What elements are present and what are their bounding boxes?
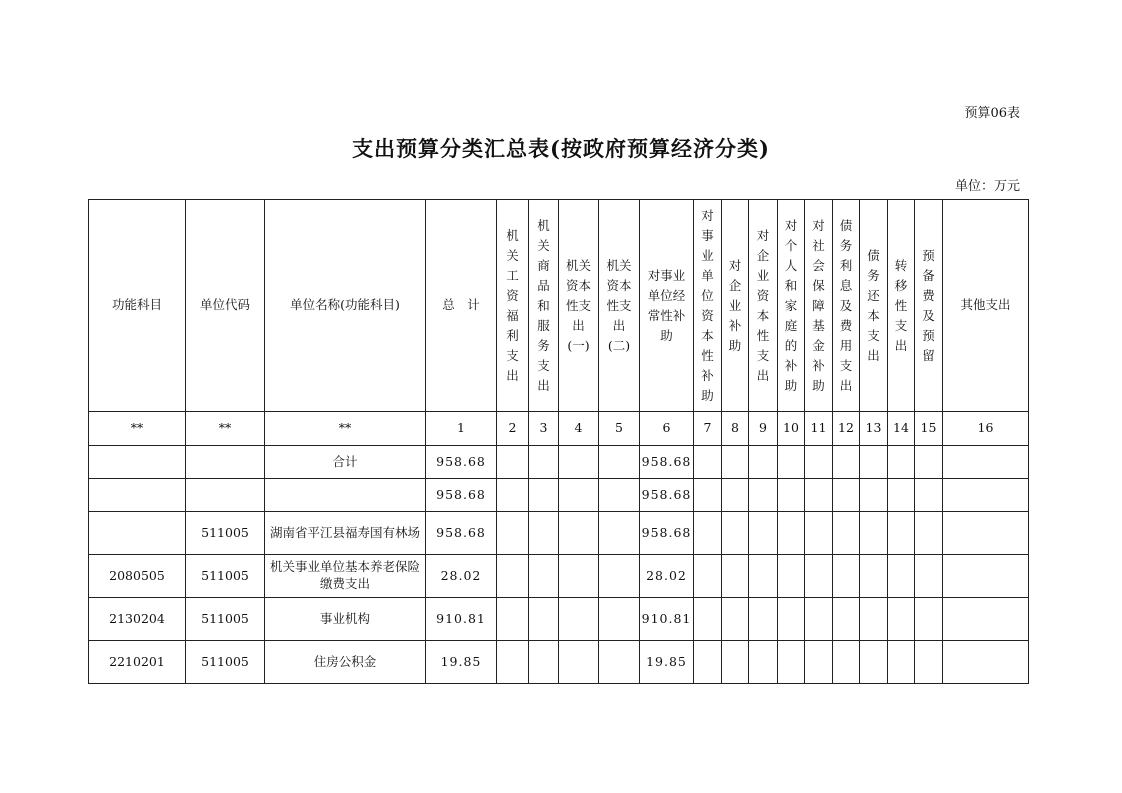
header-col-2: 机关工资福利支出 (497, 200, 529, 412)
func-cell (89, 512, 186, 555)
code-cell (186, 479, 265, 512)
name-cell: 湖南省平江县福寿国有林场 (265, 512, 426, 555)
total-cell: 958.68 (426, 512, 497, 555)
total-cell: 958.68 (426, 446, 497, 479)
header-col-16: 其他支出 (943, 200, 1029, 412)
header-col-4: 机关资本性支出(一) (559, 200, 599, 412)
func-cell: 2130204 (89, 598, 186, 641)
table-row (89, 598, 1029, 641)
table-row (89, 479, 1029, 512)
table-row (89, 512, 1029, 555)
table-row (89, 641, 1029, 684)
unit-label: 单位：万元 (954, 179, 1020, 194)
index-cell: 2 (497, 412, 529, 446)
name-cell: 事业机构 (265, 598, 426, 641)
header-col-14: 转移性支出 (888, 200, 915, 412)
header-func-subject: 功能科目 (89, 200, 186, 412)
index-cell: 7 (694, 412, 722, 446)
index-cell: 4 (559, 412, 599, 446)
index-cell: 12 (833, 412, 860, 446)
table-row (89, 555, 1029, 598)
index-cell: 1 (426, 412, 497, 446)
code-cell (186, 446, 265, 479)
index-cell: 11 (805, 412, 833, 446)
index-cell: 6 (640, 412, 694, 446)
header-col-12: 债务利息及费用支出 (833, 200, 860, 412)
header-col-7: 对事业单位资本性补助 (694, 200, 722, 412)
func-cell (89, 479, 186, 512)
col6-cell: 958.68 (640, 512, 694, 555)
index-cell: ** (89, 412, 186, 446)
total-cell: 28.02 (426, 555, 497, 598)
header-col-9: 对企业资本性支出 (749, 200, 778, 412)
code-cell: 511005 (186, 598, 265, 641)
index-cell: 14 (888, 412, 915, 446)
form-number: 预算06表 (964, 106, 1020, 121)
index-cell: 5 (599, 412, 640, 446)
index-cell: 13 (860, 412, 888, 446)
index-cell: ** (265, 412, 426, 446)
col6-cell: 19.85 (640, 641, 694, 684)
func-cell: 2210201 (89, 641, 186, 684)
func-cell (89, 446, 186, 479)
index-row (89, 412, 1029, 446)
col6-cell: 910.81 (640, 598, 694, 641)
header-unit-code: 单位代码 (186, 200, 265, 412)
total-cell: 958.68 (426, 479, 497, 512)
index-cell: 9 (749, 412, 778, 446)
index-cell: 15 (915, 412, 943, 446)
budget-table (88, 199, 1029, 684)
header-total: 总 计 (426, 200, 497, 412)
index-cell: 10 (778, 412, 805, 446)
header-col-11: 对社会保障基金补助 (805, 200, 833, 412)
func-cell: 2080505 (89, 555, 186, 598)
name-cell: 住房公积金 (265, 641, 426, 684)
index-cell: 8 (722, 412, 749, 446)
total-cell: 910.81 (426, 598, 497, 641)
page-title: 支出预算分类汇总表(按政府预算经济分类) (352, 136, 770, 161)
name-cell (265, 479, 426, 512)
code-cell: 511005 (186, 512, 265, 555)
code-cell: 511005 (186, 555, 265, 598)
header-col-10: 对个人和家庭的补助 (778, 200, 805, 412)
header-unit-name: 单位名称(功能科目) (265, 200, 426, 412)
index-cell: 16 (943, 412, 1029, 446)
code-cell: 511005 (186, 641, 265, 684)
header-col-5: 机关资本性支出(二) (599, 200, 640, 412)
col6-cell: 958.68 (640, 446, 694, 479)
name-cell: 合计 (265, 446, 426, 479)
index-cell: 3 (529, 412, 559, 446)
index-cell: ** (186, 412, 265, 446)
col6-cell: 958.68 (640, 479, 694, 512)
table-row (89, 446, 1029, 479)
total-cell: 19.85 (426, 641, 497, 684)
header-col-13: 债务还本支出 (860, 200, 888, 412)
col6-cell: 28.02 (640, 555, 694, 598)
header-row (89, 200, 1029, 412)
header-col-8: 对企业补助 (722, 200, 749, 412)
header-col-15: 预备费及预留 (915, 200, 943, 412)
name-cell: 机关事业单位基本养老保险缴费支出 (265, 555, 426, 598)
header-col-3: 机关商品和服务支出 (529, 200, 559, 412)
header-col-6: 对事业单位经常性补助 (640, 200, 694, 412)
